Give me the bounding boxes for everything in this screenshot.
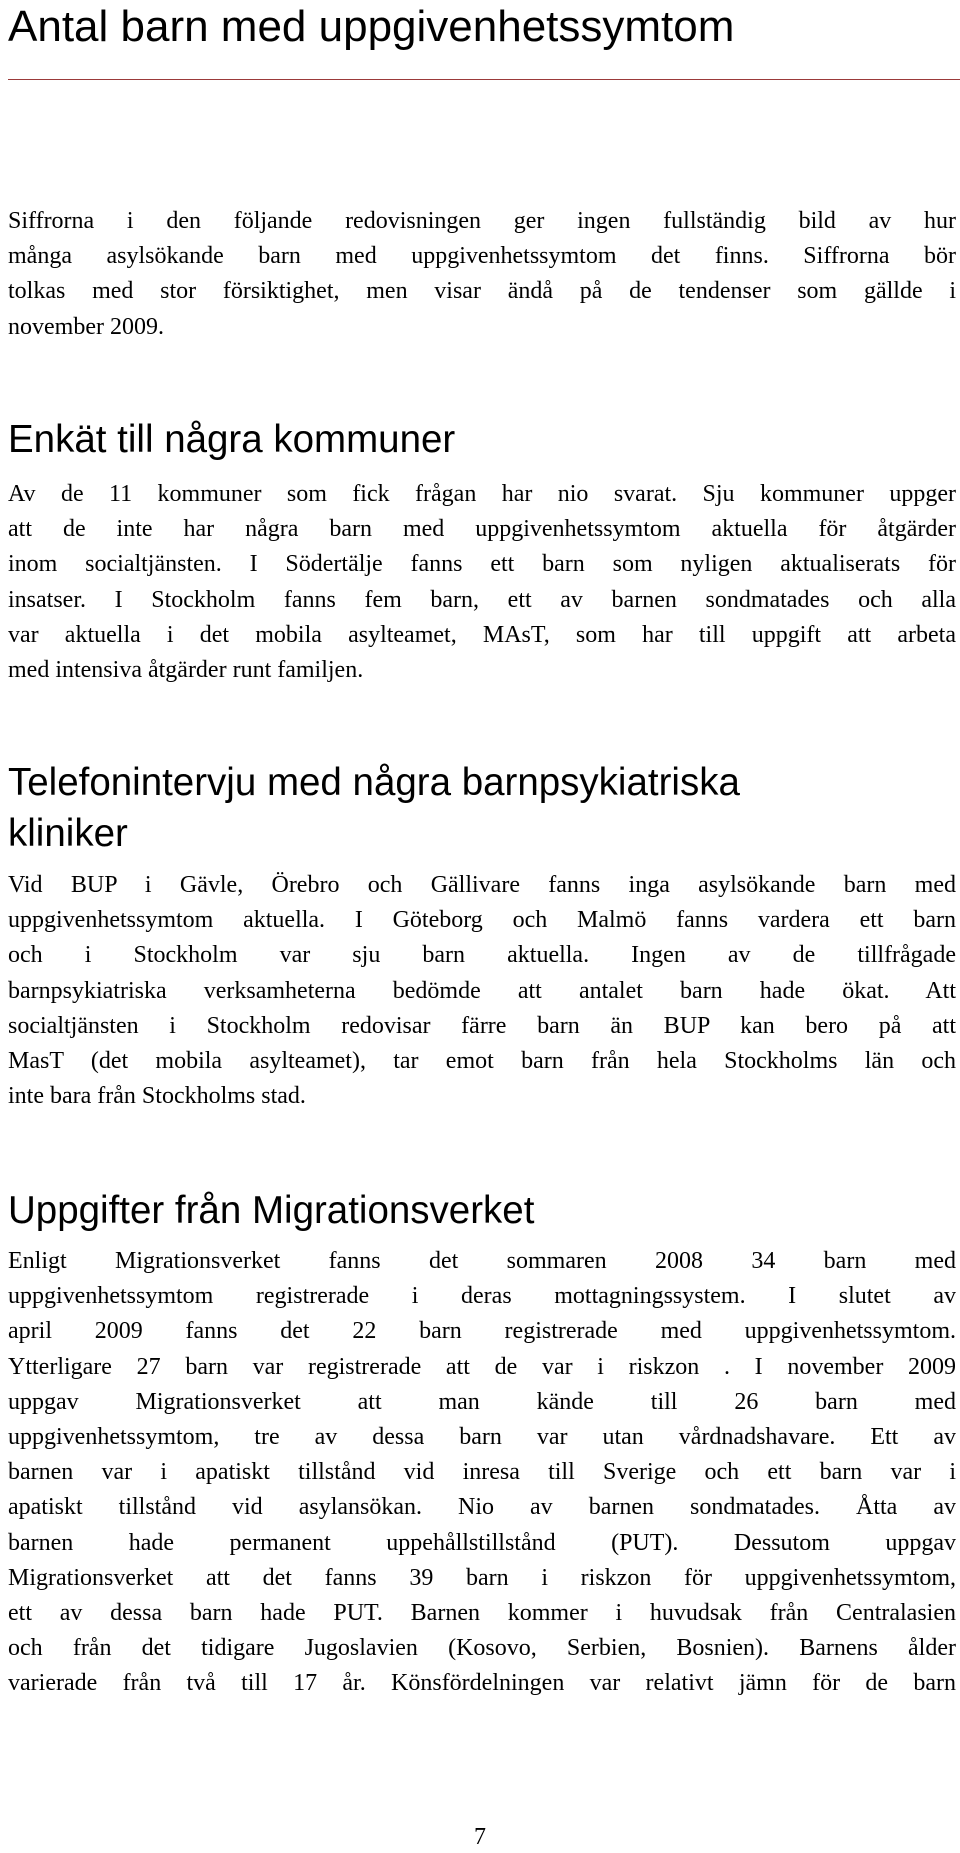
paragraph-line: barnen hade permanent uppehållstillstånd (PUT). Dessutom uppgav (8, 1529, 956, 1556)
paragraph-line: och i Stockholm var sju barn aktuella. Ingen av de tillfrågade (8, 942, 956, 969)
paragraph-line: barnen var i apatiskt tillstånd vid inresa till Sverige och ett barn var i (8, 1459, 956, 1486)
paragraph-line: Migrationsverket att det fanns 39 barn i riskzon för uppgivenhetssymtom, (8, 1564, 956, 1591)
paragraph-line: Ytterligare 27 barn var registrerade att de var i riskzon . I november 2009 (8, 1353, 956, 1380)
section-heading-enkat: Enkät till några kommuner (8, 418, 456, 461)
paragraph-line: och från det tidigare Jugoslavien (Kosovo, Serbien, Bosnien). Barnens ålder (8, 1635, 956, 1662)
page-number: 7 (474, 1824, 486, 1850)
paragraph-line: barnpsykiatriska verksamheterna bedömde att antalet barn hade ökat. Att (8, 977, 956, 1004)
paragraph-line: tolkas med stor försiktighet, men visar ändå på de tendenser som gällde i (8, 278, 956, 305)
paragraph-line: Av de 11 kommuner som fick frågan har nio svarat. Sju kommuner uppger (8, 481, 956, 507)
paragraph-line: Siffrorna i den följande redovisningen ger ingen fullständig bild av hur (8, 208, 956, 234)
paragraph-line: apatiskt tillstånd vid asylansökan. Nio av barnen sondmatades. Åtta av (8, 1494, 956, 1521)
paragraph-line: många asylsökande barn med uppgivenhetssymtom det finns. Siffrorna bör (8, 243, 956, 270)
paragraph-line: inte bara från Stockholms stad. (8, 1083, 306, 1110)
paragraph-line: med intensiva åtgärder runt familjen. (8, 657, 364, 684)
paragraph-line: Enligt Migrationsverket fanns det sommaren 2008 34 barn med (8, 1248, 956, 1274)
paragraph-line: Vid BUP i Gävle, Örebro och Gällivare fanns inga asylsökande barn med (8, 872, 956, 898)
paragraph-line: var aktuella i det mobila asylteamet, MAsT, som har till uppgift att arbeta (8, 621, 956, 648)
paragraph-line: uppgivenhetssymtom registrerade i deras mottagningssystem. I slutet av (8, 1283, 956, 1310)
section-heading-migrationsverket: Uppgifter från Migrationsverket (8, 1189, 535, 1232)
section-heading-telefonintervju (8, 757, 740, 859)
paragraph-line: MasT (det mobila asylteamet), tar emot barn från hela Stockholms län och (8, 1048, 956, 1075)
section-paragraph-enkat (8, 477, 956, 688)
paragraph-line: att de inte har några barn med uppgivenhetssymtom aktuella för åtgärder (8, 516, 956, 543)
section-paragraph-migrationsverket (8, 1244, 956, 1702)
section-paragraph-telefonintervju (8, 868, 956, 1114)
intro-paragraph (8, 204, 956, 345)
paragraph-line: uppgivenhetssymtom, tre av dessa barn var utan vårdnadshavare. Ett av (8, 1424, 956, 1451)
heading-line: Telefonintervju med några barnpsykiatriska (8, 761, 740, 804)
paragraph-line: insatser. I Stockholm fanns fem barn, ett av barnen sondmatades och alla (8, 586, 956, 613)
paragraph-line: uppgav Migrationsverket att man kände till 26 barn med (8, 1388, 956, 1415)
page-title: Antal barn med uppgivenhetssymtom (8, 2, 735, 51)
heading-line: kliniker (8, 812, 128, 855)
paragraph-line: inom socialtjänsten. I Södertälje fanns ett barn som nyligen aktualiserats för (8, 551, 956, 578)
paragraph-line: varierade från två till 17 år. Könsfördelningen var relativt jämn för de barn (8, 1670, 956, 1697)
paragraph-line: april 2009 fanns det 22 barn registrerade med uppgivenhetssymtom. (8, 1318, 956, 1345)
paragraph-line: uppgivenhetssymtom aktuella. I Göteborg och Malmö fanns vardera ett barn (8, 907, 956, 934)
title-divider (8, 79, 960, 80)
paragraph-line: ett av dessa barn hade PUT. Barnen kommer i huvudsak från Centralasien (8, 1600, 956, 1627)
paragraph-line: november 2009. (8, 313, 164, 340)
paragraph-line: socialtjänsten i Stockholm redovisar färre barn än BUP kan bero på att (8, 1012, 956, 1039)
